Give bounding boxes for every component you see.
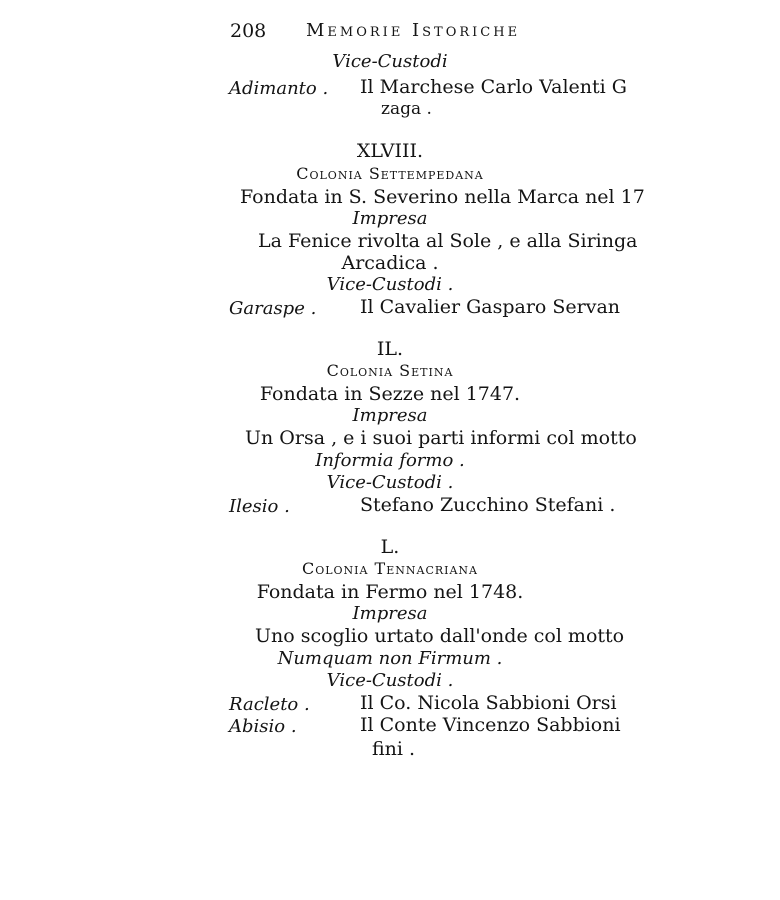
impresa-heading: Impresa xyxy=(352,208,428,229)
section-numeral: XLVIII. xyxy=(356,140,424,162)
member-text-continuation: fini . xyxy=(372,738,416,760)
colony-title: Colonia Setina xyxy=(326,361,454,380)
running-title: Memorie Istoriche xyxy=(306,20,521,41)
section-numeral: L. xyxy=(380,536,400,558)
member-text: Il Co. Nicola Sabbioni Orsi xyxy=(360,692,617,714)
section-numeral: IL. xyxy=(376,338,404,360)
page-number: 208 xyxy=(230,20,267,42)
impresa-heading: Impresa xyxy=(352,603,428,624)
impresa-text: Uno scoglio urtato dall'onde col motto xyxy=(255,625,625,647)
member-name: Adimanto . xyxy=(229,78,329,99)
founded-line: Fondata in Sezze nel 1747. xyxy=(259,383,521,405)
colony-title: Colonia Tennacriana xyxy=(301,559,479,578)
impresa-text-continuation: Arcadica . xyxy=(341,252,439,274)
vice-custodi-heading: Vice-Custodi . xyxy=(326,274,454,295)
member-name: Garaspe . xyxy=(229,298,317,319)
member-text: Il Marchese Carlo Valenti G xyxy=(360,76,627,98)
vice-custodi-heading: Vice-Custodi . xyxy=(326,472,454,493)
vice-custodi-heading: Vice-Custodi . xyxy=(326,670,454,691)
motto: Numquam non Firmum . xyxy=(277,648,503,669)
motto: Informia formo . xyxy=(315,450,465,471)
founded-line: Fondata in Fermo nel 1748. xyxy=(256,581,524,603)
member-text: Stefano Zucchino Stefani . xyxy=(360,494,616,516)
colony-title: Colonia Settempedana xyxy=(296,164,484,183)
member-text: Il Conte Vincenzo Sabbioni xyxy=(360,714,621,736)
member-name: Ilesio . xyxy=(229,496,290,517)
impresa-text: Un Orsa , e i suoi parti informi col motto xyxy=(245,427,637,449)
member-text-continuation: zaga . xyxy=(381,99,432,119)
member-text: Il Cavalier Gasparo Servan xyxy=(360,296,621,318)
impresa-text: La Fenice rivolta al Sole , e alla Siringa xyxy=(258,230,638,252)
impresa-heading: Impresa xyxy=(352,405,428,426)
vice-custodi-heading: Vice-Custodi xyxy=(332,51,448,72)
member-name: Abisio . xyxy=(229,716,297,737)
member-name: Racleto . xyxy=(229,694,310,715)
founded-line: Fondata in S. Severino nella Marca nel 17 xyxy=(240,186,645,208)
